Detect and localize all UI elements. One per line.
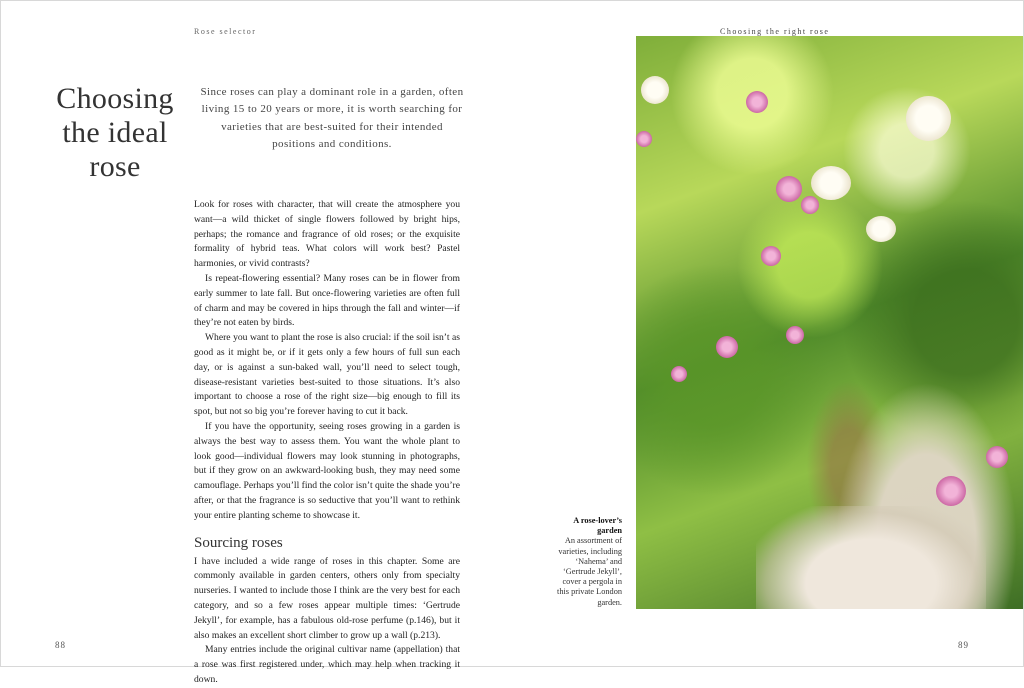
paragraph: Many entries include the original cultivar name (appellation) that a rose was first registered under, which may help when tracking it down. xyxy=(194,644,460,685)
page-number-left: 88 xyxy=(55,640,66,650)
rose-flower xyxy=(986,446,1008,468)
rose-flower xyxy=(716,336,738,358)
title-line: Choosing xyxy=(56,82,174,115)
caption-title: A rose-lover’s garden xyxy=(573,516,622,536)
title-line: the ideal xyxy=(62,116,168,149)
paragraph: If you have the opportunity, seeing roses growing in a garden is always the best way to assess them. You want the whole plant to look good—individual flowers may look stunning in photographs, but if they grow on an awkward-looking bush, they may need some camouflage. Perhaps you’ll find the color isn’t quite the shade you’re after, or that the fragrance is so seductive that you’ll want to rethink your entire planting scheme to showcase it. xyxy=(194,420,460,521)
gravel-path xyxy=(756,506,986,609)
white-rose-cluster xyxy=(811,166,851,200)
text-column xyxy=(194,198,460,688)
rose-flower xyxy=(746,91,768,113)
page-title xyxy=(40,82,190,184)
paragraph: I have included a wide range of roses in this chapter. Some are commonly available in garden centers, others only from specialty nurseries. I wanted to include those I think are the very best for each category, and so a few roses appear multiple times: ‘Gertrude Jekyll’, for example, has a fabulous old-rose perfume (p.146), but it also makes an excellent short climber to grow up a wall (p.213). xyxy=(194,555,460,641)
title-line: rose xyxy=(89,150,141,183)
rose-flower xyxy=(936,476,966,506)
rose-flower xyxy=(786,326,804,344)
rose-flower xyxy=(671,366,687,382)
caption-text: An assortment of varieties, including ‘Nahema’ and ‘Gertrude Jekyll’, cover a pergola in this private London garden. xyxy=(557,536,622,607)
intro-text: Since roses can play a dominant role in a garden, often living 15 to 20 years or more, it is worth searching for varieties that are best-suited for their intended positions and conditions. xyxy=(200,86,464,151)
paragraph: Look for roses with character, that will create the atmosphere you want—a wild thicket of single flowers followed by bright hips, perhaps; the romance and fragrance of old roses; or the exquisite formality of hybrid teas. What colors will work best? Pastel harmonies, or vivid contrasts? xyxy=(194,199,460,270)
running-head-right: Choosing the right rose xyxy=(720,27,830,36)
subheading: Sourcing roses xyxy=(194,534,283,551)
page-number-right: 89 xyxy=(958,640,969,650)
photo-caption xyxy=(556,516,622,608)
white-rose-cluster xyxy=(641,76,669,104)
body-text xyxy=(194,198,460,524)
rose-flower xyxy=(801,196,819,214)
paragraph: Where you want to plant the rose is also crucial: if the soil isn’t as good as it might be, or if it gets only a few hours of full sun each day, or is against a sun-baked wall, you’ll need to select tough, disease-resistant varieties best-suited to those situations. It’s also important to choose a rose of the right size—big enough to fill its spot, but not so big you’re forever having to cut it back. xyxy=(194,332,460,418)
sourcing-text xyxy=(194,555,460,688)
rose-flower xyxy=(636,131,652,147)
paragraph: Is repeat-flowering essential? Many roses can be in flower from early summer to late fall. But once-flowering varieties are often full of charm and may be covered in hips through the fall and winter—if they’re not eaten by birds. xyxy=(194,272,460,329)
white-rose-cluster xyxy=(866,216,896,242)
rose-flower xyxy=(761,246,781,266)
running-head-left: Rose selector xyxy=(194,27,257,36)
rose-flower xyxy=(776,176,802,202)
white-rose-cluster xyxy=(906,96,951,141)
garden-photo xyxy=(636,36,1023,609)
